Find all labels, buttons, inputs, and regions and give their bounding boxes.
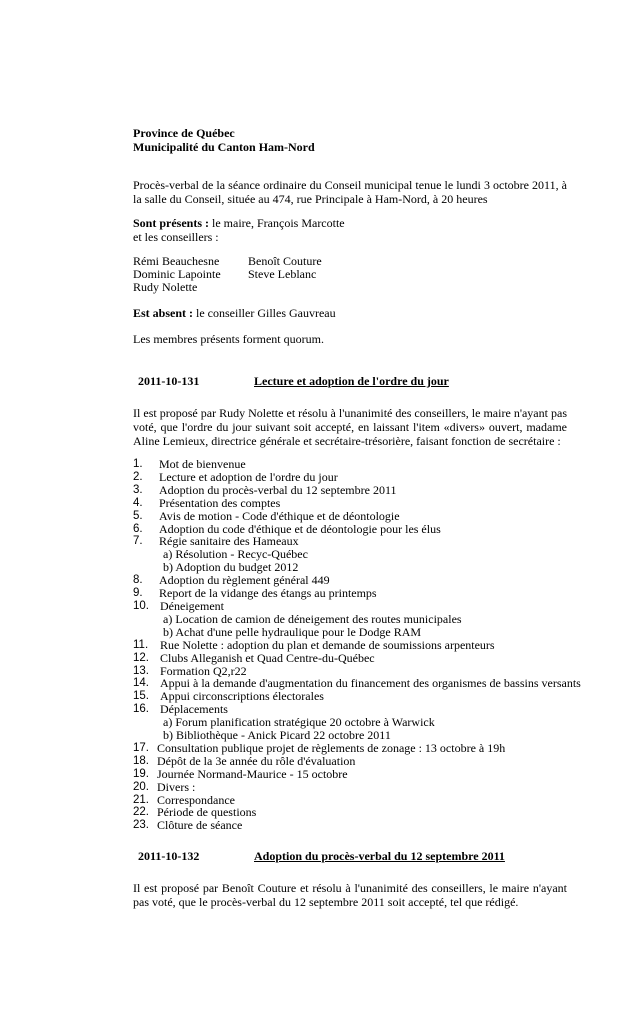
agenda-subitem: b) Adoption du budget 2012 xyxy=(163,560,299,575)
agenda-text: Déneigement xyxy=(160,598,224,613)
agenda-item xyxy=(133,755,581,768)
agenda-number: 13. xyxy=(133,664,149,677)
agenda-number: 8. xyxy=(133,574,143,587)
agenda-number: 14. xyxy=(133,677,149,690)
agenda-subitem: a) Location de camion de déneigement des routes municipales xyxy=(163,611,462,626)
agenda-text: Adoption du règlement général 449 xyxy=(159,573,330,588)
agenda-item xyxy=(133,819,581,832)
agenda-number: 9. xyxy=(133,587,143,600)
agenda-item xyxy=(133,484,581,497)
agenda-text: Présentation des comptes xyxy=(159,495,281,510)
councillors-list xyxy=(133,254,322,294)
resolution-number: 2011-10-132 xyxy=(138,849,200,863)
agenda-number: 5. xyxy=(133,509,143,522)
agenda-text: Correspondance xyxy=(157,792,235,807)
agenda-text: Appui à la demande d'augmentation du financement des organismes de bassins versants xyxy=(160,676,581,691)
agenda-subitem: a) Résolution - Recyc-Québec xyxy=(163,547,308,562)
agenda-number: 15. xyxy=(133,690,149,703)
agenda-item xyxy=(133,781,581,794)
agenda-item xyxy=(133,768,581,781)
agenda-number: 6. xyxy=(133,522,143,535)
agenda-text: Mot de bienvenue xyxy=(159,457,246,471)
agenda-number: 2. xyxy=(133,470,143,483)
agenda-text: Consultation publique projet de règlements de zonage : 13 octobre à 19h xyxy=(157,740,506,755)
agenda-text: Clôture de séance xyxy=(157,818,243,833)
agenda-text: Régie sanitaire des Hameaux xyxy=(159,534,299,549)
agenda-text: Adoption du procès-verbal du 12 septembre 2011 xyxy=(159,482,397,497)
present-text: le maire, François Marcotte xyxy=(209,216,345,230)
municipality: Municipalité du Canton Ham-Nord xyxy=(133,140,315,154)
absent-line xyxy=(133,306,567,320)
present-label: Sont présents : xyxy=(133,216,210,230)
resolution-text: Il est proposé par Rudy Nolette et résolu à l'unanimité des conseillers, le maire n'ayant pas voté, que l'ordre du jour suivant soit accepté, en laissant l'item «divers» ouvert, madame Aline Lemieux, directrice générale et secrétaire-trésorière, faisant fonction de secrétaire : xyxy=(133,406,567,448)
resolution-title: Adoption du procès-verbal du 12 septembre 2011 xyxy=(254,849,505,863)
agenda-number: 22. xyxy=(133,806,149,819)
present-section xyxy=(133,216,567,244)
agenda-text: Formation Q2,r22 xyxy=(160,663,247,678)
agenda-number: 16. xyxy=(133,703,149,716)
agenda-item xyxy=(133,639,581,652)
resolution-title: Lecture et adoption de l'ordre du jour xyxy=(254,374,449,388)
agenda-number: 12. xyxy=(133,651,149,664)
agenda-number: 20. xyxy=(133,780,149,793)
document-header xyxy=(133,126,567,154)
province: Province de Québec xyxy=(133,126,235,140)
agenda-subitem: a) Forum planification stratégique 20 octobre à Warwick xyxy=(163,715,435,730)
agenda-number: 1. xyxy=(133,458,143,470)
quorum-line: Les membres présents forment quorum. xyxy=(133,332,324,346)
agenda-text: Période de questions xyxy=(157,805,257,820)
councillor: Benoît Couture xyxy=(248,254,322,268)
agenda-text: Appui circonscriptions électorales xyxy=(160,689,324,704)
present-line2: et les conseillers : xyxy=(133,230,219,244)
agenda-text: Lecture et adoption de l'ordre du jour xyxy=(159,469,338,484)
agenda-number: 7. xyxy=(133,535,143,548)
agenda-number: 4. xyxy=(133,496,143,509)
resolution-number: 2011-10-131 xyxy=(138,374,200,388)
agenda-subitem: b) Achat d'une pelle hydraulique pour le Dodge RAM xyxy=(163,624,422,639)
agenda-item xyxy=(133,471,581,484)
councillor: Dominic Lapointe xyxy=(133,267,221,281)
absent-label: Est absent : xyxy=(133,306,194,320)
councillor: Steve Leblanc xyxy=(248,267,317,281)
agenda-item xyxy=(133,652,581,665)
councillor: Rémi Beauchesne xyxy=(133,254,220,268)
absent-text: le conseiller Gilles Gauvreau xyxy=(193,306,336,320)
agenda-item xyxy=(133,458,581,471)
agenda-text: Journée Normand-Maurice - 15 octobre xyxy=(157,766,348,781)
agenda-number: 18. xyxy=(133,754,149,767)
agenda-text: Rue Nolette : adoption du plan et demande de soumissions arpenteurs xyxy=(160,637,495,652)
agenda-number: 21. xyxy=(133,793,149,806)
agenda-list xyxy=(133,458,581,832)
agenda-text: Déplacements xyxy=(160,702,228,717)
intro-paragraph: Procès-verbal de la séance ordinaire du Conseil municipal tenue le lundi 3 octobre 2011, à la salle du Conseil, située au 474, rue Principale à Ham-Nord, à 20 heures xyxy=(133,178,567,206)
agenda-number: 11. xyxy=(133,638,149,651)
agenda-text: Divers : xyxy=(157,779,196,794)
agenda-text: Adoption du code d'éthique et de déontologie pour les élus xyxy=(159,521,441,536)
agenda-number: 3. xyxy=(133,483,143,496)
councillor: Rudy Nolette xyxy=(133,280,198,294)
agenda-item xyxy=(133,510,581,523)
resolution-text: Il est proposé par Benoît Couture et résolu à l'unanimité des conseillers, le maire n'ayant pas voté, que le procès-verbal du 12 septembre 2011 soit accepté, tel que rédigé. xyxy=(133,881,567,909)
agenda-number: 23. xyxy=(133,819,149,832)
agenda-number: 10. xyxy=(133,599,149,612)
agenda-text: Avis de motion - Code d'éthique et de déontologie xyxy=(159,508,400,523)
agenda-text: Dépôt de la 3e année du rôle d'évaluation xyxy=(157,753,356,768)
agenda-subitem: b) Bibliothèque - Anick Picard 22 octobre 2011 xyxy=(163,728,391,743)
agenda-number: 19. xyxy=(133,767,149,780)
agenda-item xyxy=(133,600,581,613)
agenda-number: 17. xyxy=(133,741,149,754)
agenda-text: Clubs Alleganish et Quad Centre-du-Québec xyxy=(160,650,375,665)
agenda-item xyxy=(133,742,581,755)
agenda-text: Report de la vidange des étangs au printemps xyxy=(159,586,377,601)
agenda-item xyxy=(133,497,581,510)
